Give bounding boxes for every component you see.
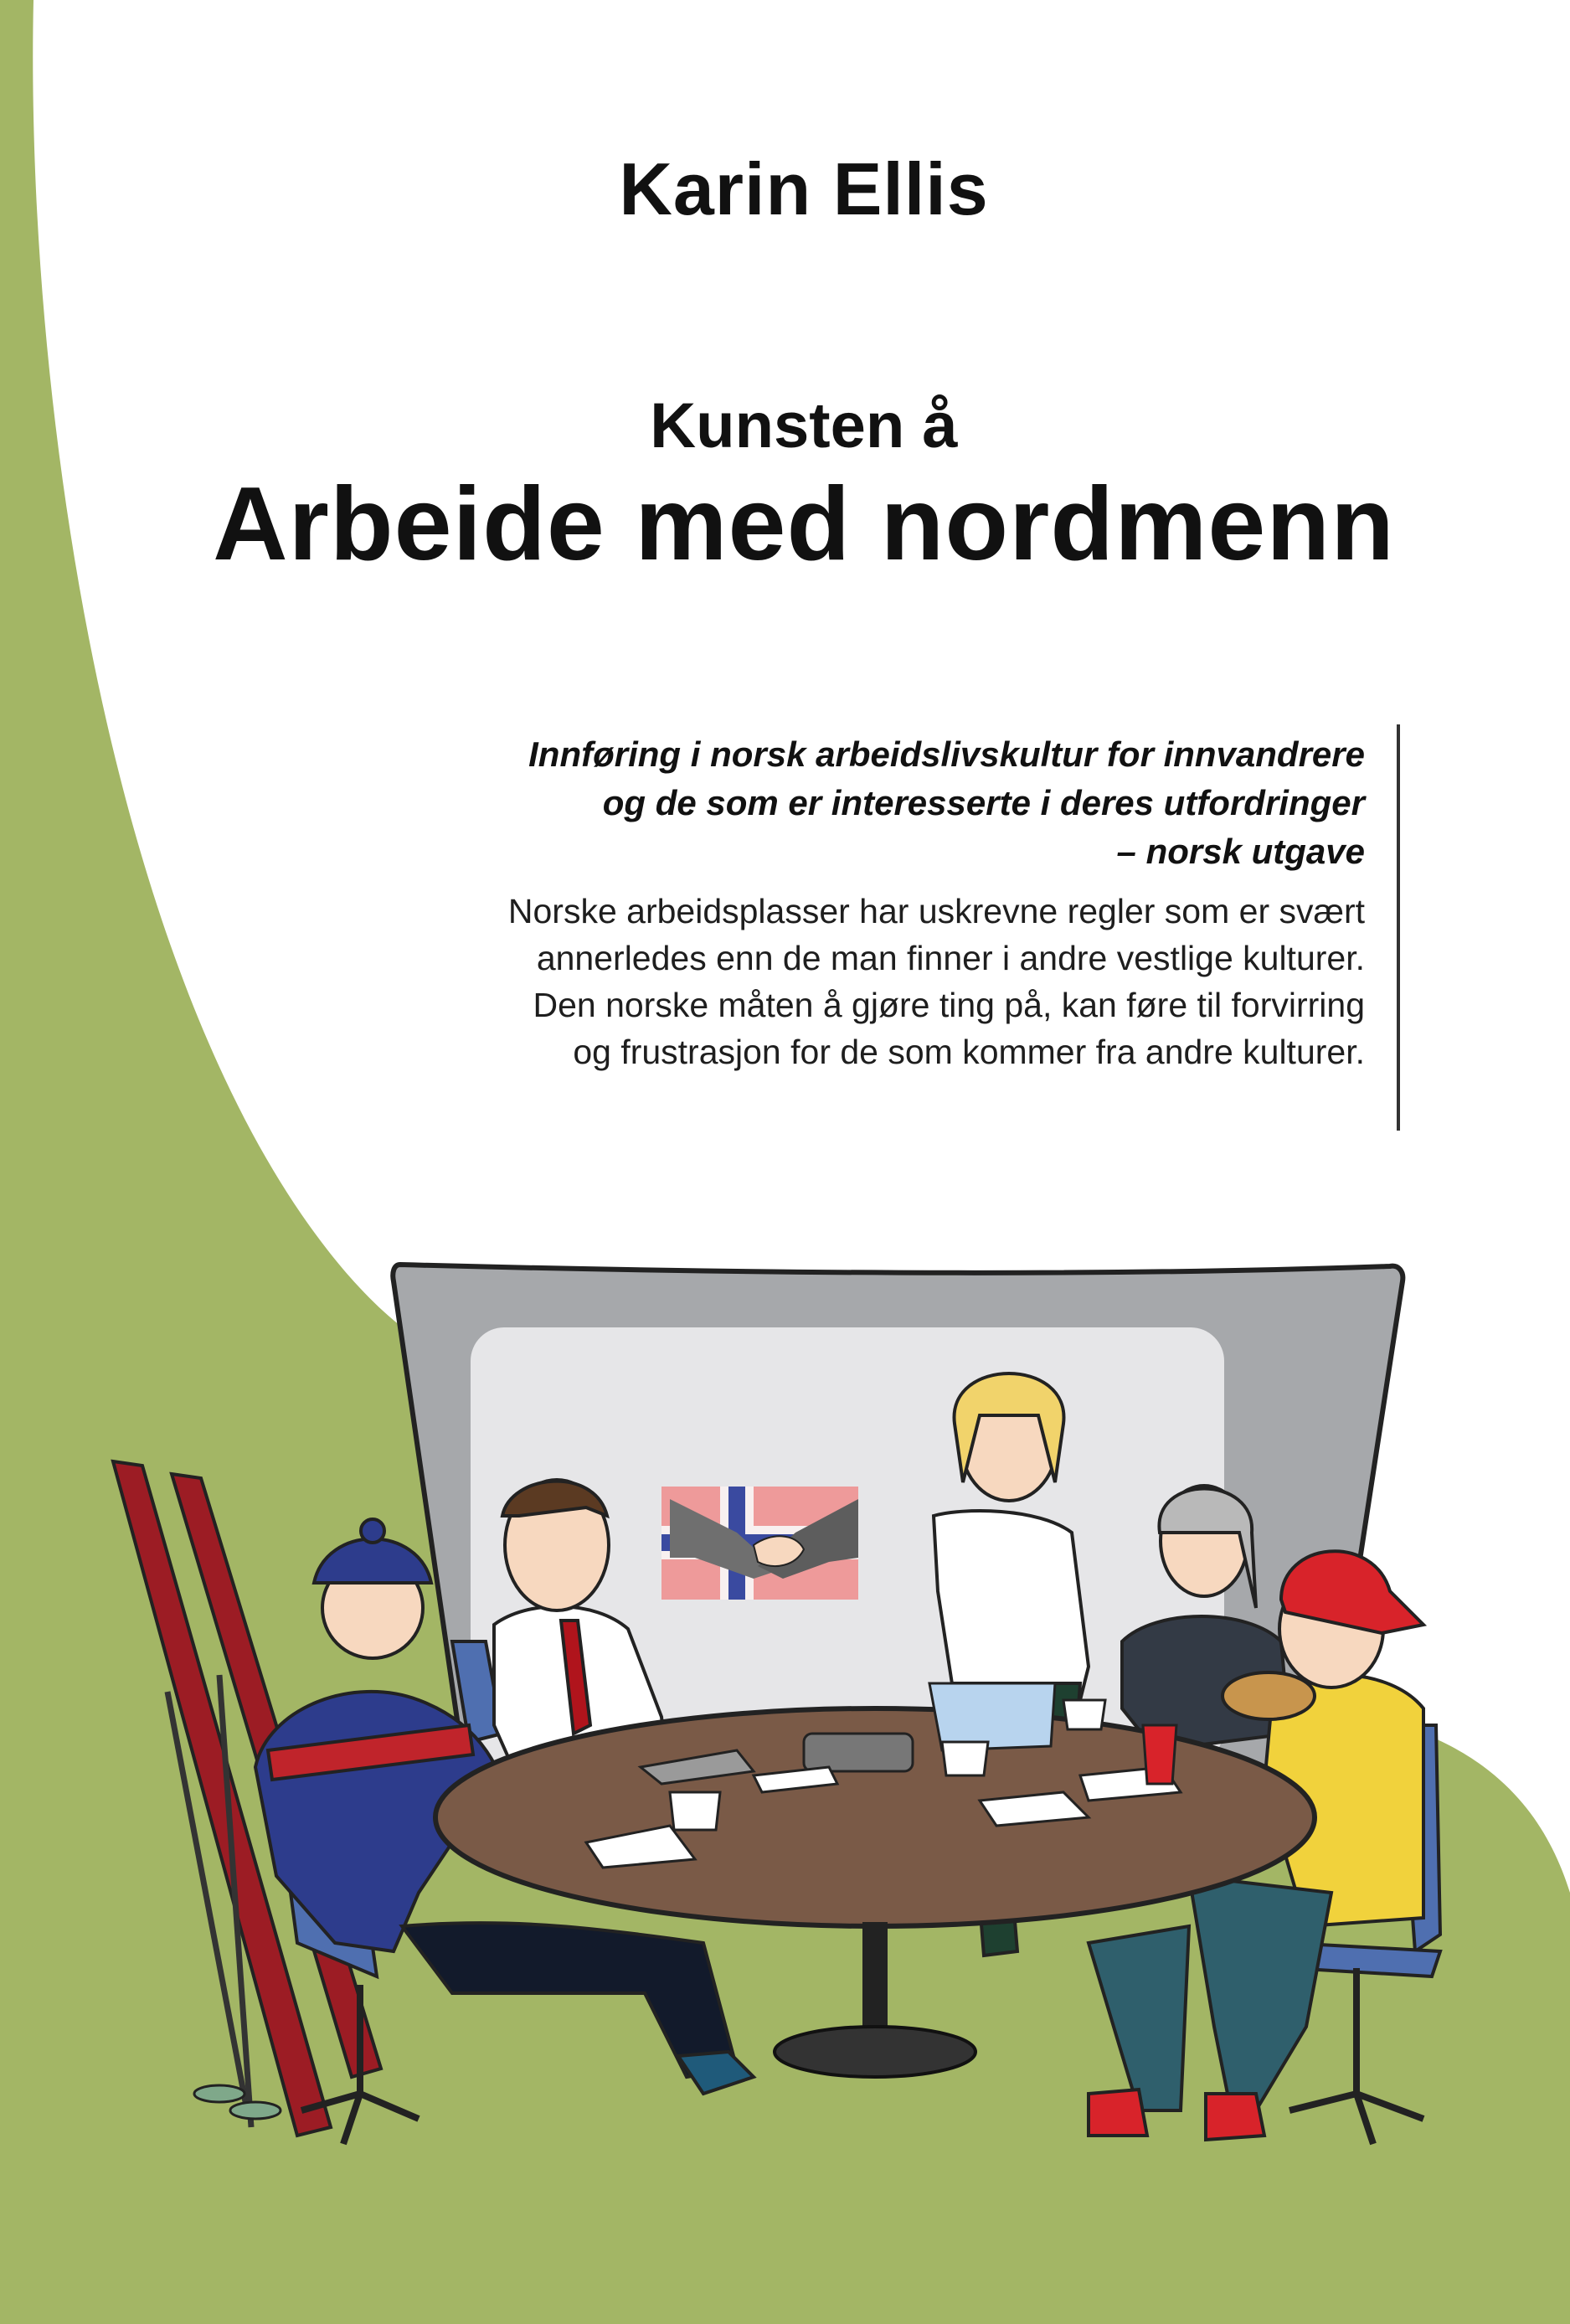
author-name: Karin Ellis xyxy=(619,147,989,230)
description-line: annerledes enn de man finner i andre vestlige kulturer. xyxy=(536,939,1365,977)
subtitle-line: Innføring i norsk arbeidslivskultur for innvandrere xyxy=(528,734,1365,774)
description-line: og frustrasjon for de som kommer fra andre kulturer. xyxy=(573,1033,1365,1071)
book-title: Arbeide med nordmenn xyxy=(213,466,1395,582)
subtitle-line: og de som er interesserte i deres utfordringer xyxy=(602,783,1365,822)
subtitle xyxy=(318,730,1365,876)
vertical-rule xyxy=(1397,724,1400,1131)
cover-text-block xyxy=(318,730,1365,1075)
description-line: Norske arbeidsplasser har uskrevne regler som er svært xyxy=(507,892,1365,930)
description xyxy=(318,888,1365,1075)
subtitle-line: – norsk utgave xyxy=(1116,832,1365,871)
title-prefix: Kunsten å xyxy=(650,390,958,461)
description-line: Den norske måten å gjøre ting på, kan føre til forvirring xyxy=(533,986,1365,1024)
